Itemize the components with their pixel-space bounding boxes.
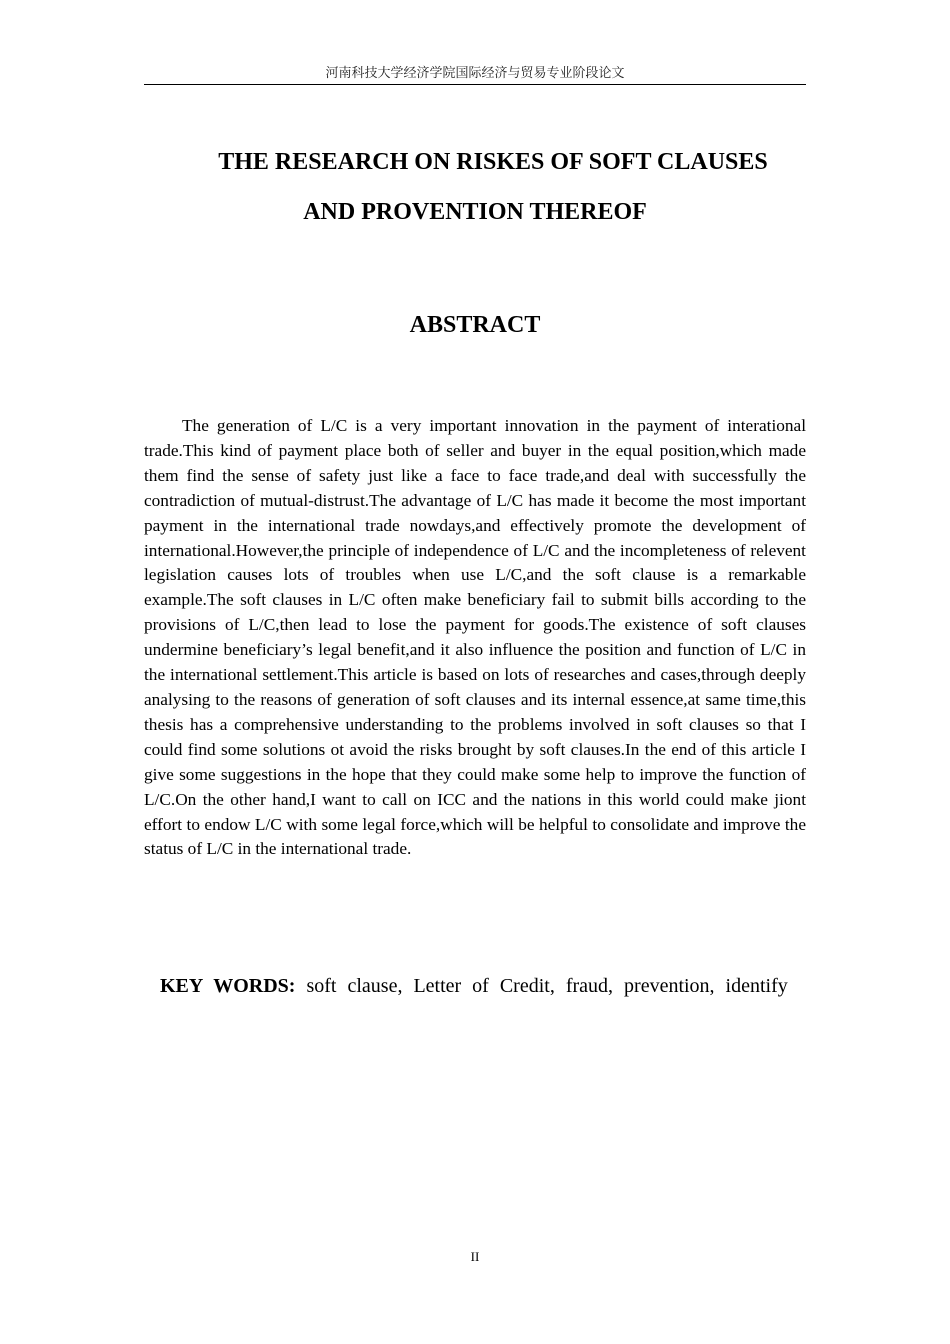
abstract-heading: ABSTRACT — [409, 312, 541, 338]
running-header: 河南科技大学经济学院国际经济与贸易专业阶段论文 — [325, 65, 625, 80]
keywords-text: soft clause, Letter of Credit, fraud, prevention, identify — [306, 975, 788, 997]
keywords-label: KEY WORDS: — [160, 975, 296, 997]
keywords-paragraph — [144, 974, 806, 999]
page-number: II — [470, 1249, 480, 1264]
header-rule — [144, 84, 806, 85]
abstract-body: The generation of L/C is a very important innovation in the payment of interational trade.This kind of payment place both of seller and buyer in the equal position,which made them find the sense of safety just like a face to face trade,and deal with successfully the contradiction of mutual-distrust.The advantage of L/C has made it become the most important payment in the international trade nowdays,and effectively promote the development of international.However,the principle of independence of L/C and the incompleteness of relevent legislation causes lots of troubles when use L/C,and the soft clause is a remarkable example.The soft clauses in L/C often make beneficiary fail to submit bills according to the provisions of L/C,then lead to lose the payment for goods.The existence of soft clauses undermine beneficiary’s legal benefit,and it also influence the position and function of L/C in the international settlement.This article is based on lots of researches and cases,through deeply analysing to the reasons of generation of soft clauses and its internal essence,at same time,this thesis has a comprehensive understanding to the problems involved in soft clauses so that I could find some solutions ot avoid the risks brought by soft clauses.In the end of this article I give some suggestions in the hope that they could make some help to improve the function of L/C.On the other hand,I want to call on ICC and the nations in this world could make jiont effort to endow L/C with some legal force,which will be helpful to consolidate and improve the status of L/C in the international trade. — [144, 416, 806, 859]
paper-title-line-1: THE RESEARCH ON RISKES OF SOFT CLAUSES — [218, 149, 768, 175]
paper-title-line-2: AND PROVENTION THEREOF — [303, 199, 647, 225]
